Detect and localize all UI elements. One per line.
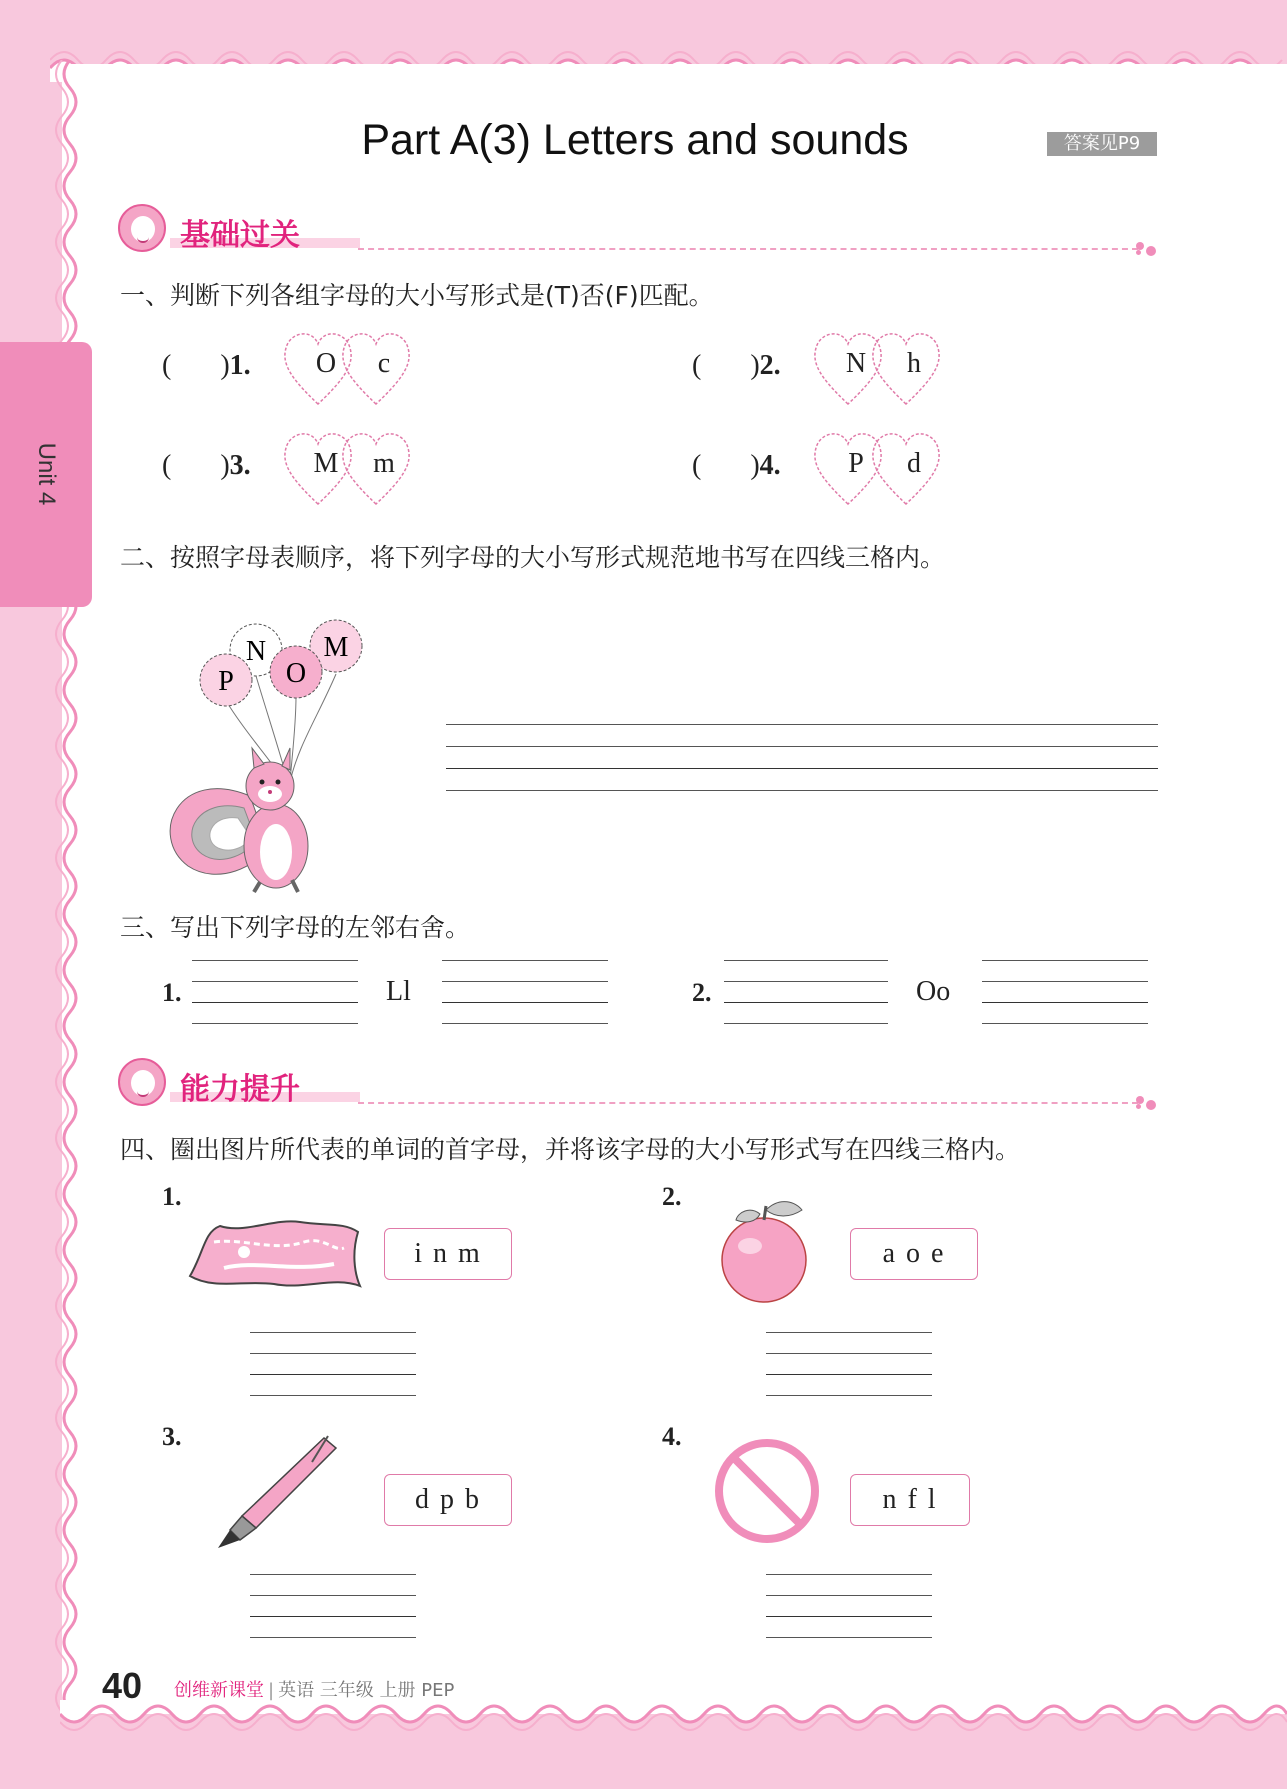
lowercase-letter: h [907, 348, 921, 379]
uppercase-letter: M [313, 448, 339, 479]
wavy-border-bottom [60, 1700, 1287, 1734]
q4-item-3-number: 3. [162, 1422, 182, 1451]
cartoon-face-icon [118, 1058, 166, 1106]
question-2-instruction: 二、按照字母表顺序，将下列字母的大小写形式规范地书写在四线三格内。 [120, 543, 946, 572]
q1-item-3: ( )3. M m [162, 426, 562, 506]
book-subject: 英语 三年级 上册 PEP [278, 1680, 455, 1701]
map-icon [184, 1212, 364, 1292]
four-line-grid[interactable] [250, 1332, 416, 1398]
q1-item-1: ( )1. O c [162, 326, 562, 406]
pen-icon [212, 1432, 342, 1552]
letter-options-box[interactable]: n f l [850, 1474, 970, 1526]
item-number: 3. [229, 450, 251, 481]
item-number: 2. [759, 350, 781, 381]
answer-reference-badge: 答案见P9 [1047, 132, 1157, 156]
letter-options-box[interactable]: i n m [384, 1228, 512, 1280]
heart-pair [280, 426, 420, 506]
dots-decoration [1136, 1094, 1166, 1110]
four-line-grid[interactable] [766, 1574, 932, 1640]
letter-options-box[interactable]: d p b [384, 1474, 512, 1526]
question-3-instruction: 三、写出下列字母的左邻右舍。 [120, 913, 471, 942]
four-line-grid[interactable] [442, 960, 608, 1026]
balloon-letter: O [285, 658, 307, 689]
no-sign-icon [712, 1436, 822, 1546]
section-divider [358, 1102, 1138, 1104]
unit-tab-label: Unit 4 [33, 442, 60, 506]
four-line-grid[interactable] [982, 960, 1148, 1026]
lowercase-letter: m [373, 448, 395, 479]
q1-item-2: ( )2. N h [692, 326, 1092, 406]
q4-item-2-number: 2. [662, 1182, 682, 1211]
section-heading: 能力提升 [180, 1072, 300, 1107]
item-number: 4. [759, 450, 781, 481]
dots-decoration [1136, 240, 1166, 256]
section-header-advanced [118, 1058, 1158, 1108]
uppercase-letter: P [848, 448, 864, 479]
uppercase-letter: N [845, 348, 867, 379]
lowercase-letter: c [377, 348, 391, 379]
page-number: 40 [102, 1665, 143, 1706]
squirrel-with-balloons-illustration [158, 596, 370, 896]
q4-item-4-number: 4. [662, 1422, 682, 1451]
balloon-letter: M [323, 632, 349, 663]
question-1-instruction: 一、判断下列各组字母的大小写形式是(T)否(F)匹配。 [120, 281, 714, 310]
four-line-grid[interactable] [250, 1574, 416, 1640]
four-line-grid[interactable] [766, 1332, 932, 1398]
given-letter: Oo [916, 976, 951, 1007]
item-number: 1. [229, 350, 251, 381]
question-4-instruction: 四、圈出图片所代表的单词的首字母，并将该字母的大小写形式写在四线三格内。 [120, 1135, 1021, 1164]
page-title: Part A(3) Letters and sounds [361, 116, 909, 164]
q1-item-4: ( )4. P d [692, 426, 1092, 506]
four-line-grid[interactable] [192, 960, 358, 1026]
balloon-letter: N [245, 636, 267, 667]
orange-icon [710, 1196, 820, 1306]
letter-options-box[interactable]: a o e [850, 1228, 978, 1280]
heart-pair [810, 426, 950, 506]
section-heading: 基础过关 [180, 218, 300, 253]
section-divider [358, 248, 1138, 250]
four-line-grid[interactable] [446, 724, 1158, 792]
brand-name: 创维新课堂 [174, 1680, 264, 1701]
q3-item-2-number: 2. [692, 978, 712, 1007]
q4-item-1-number: 1. [162, 1182, 182, 1211]
unit-tab [0, 342, 92, 607]
wavy-border-left [52, 60, 82, 1720]
uppercase-letter: O [315, 348, 337, 379]
squirrel-icon [170, 748, 308, 892]
lowercase-letter: d [907, 448, 921, 479]
heart-pair [810, 326, 950, 406]
four-line-grid[interactable] [724, 960, 888, 1026]
footer-separator: | [268, 1680, 275, 1701]
footer-brand [174, 1676, 454, 1702]
balloon-letter: P [218, 666, 234, 697]
given-letter: Ll [386, 976, 411, 1007]
cartoon-face-icon [118, 204, 166, 252]
heart-pair [280, 326, 420, 406]
q3-item-1-number: 1. [162, 978, 182, 1007]
section-header-basic [118, 204, 1158, 254]
